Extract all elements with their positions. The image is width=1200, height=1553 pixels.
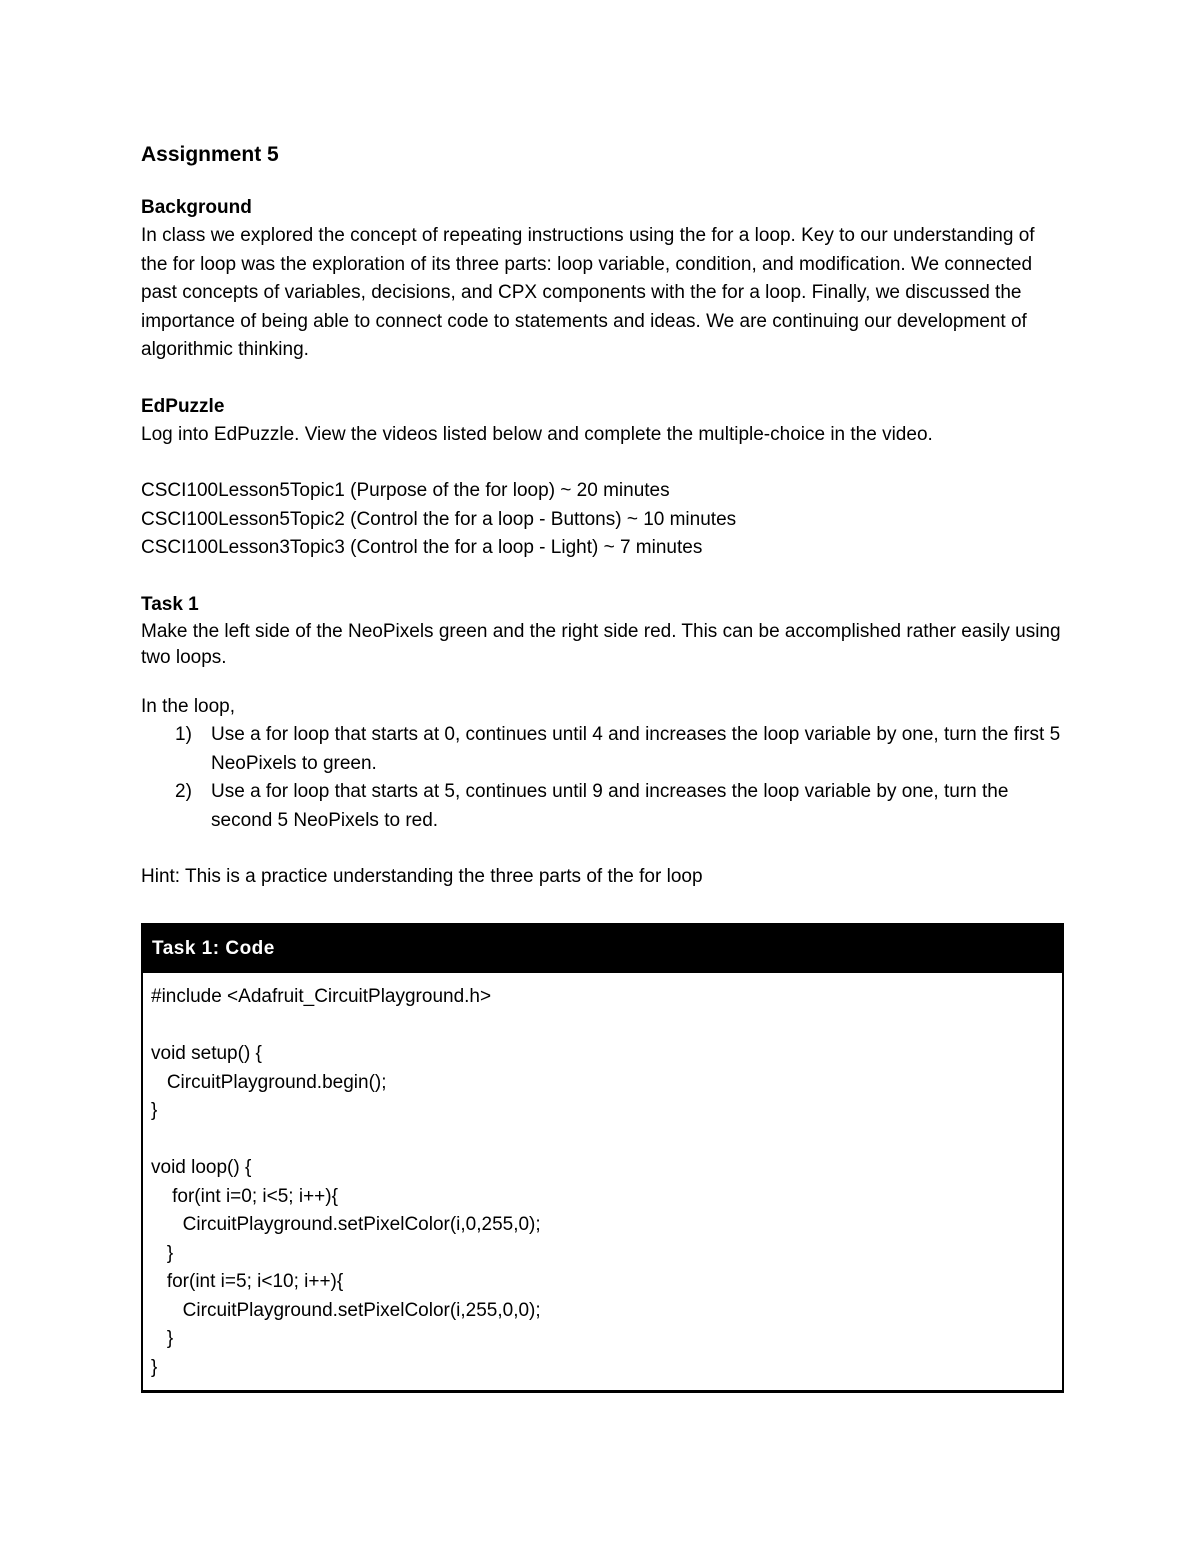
step-text: Use a for loop that starts at 0, continues until 4 and increases the loop variable by one, turn the first 5 NeoPixels to green. bbox=[211, 724, 1061, 774]
list-item bbox=[141, 721, 1066, 778]
code-line bbox=[151, 1012, 1054, 1041]
task1-section bbox=[141, 591, 1066, 892]
code-line: CircuitPlayground.setPixelColor(i,0,255,0); bbox=[151, 1214, 541, 1235]
code-line: } bbox=[151, 1242, 174, 1264]
step-number: 1) bbox=[175, 724, 192, 745]
code-line: } bbox=[151, 1328, 174, 1349]
task1-intro: In the loop, bbox=[141, 695, 236, 717]
code-table bbox=[141, 923, 1064, 1393]
code-line: CircuitPlayground.setPixelColor(i,255,0,0); bbox=[151, 1299, 541, 1321]
code-line: #include <Adafruit_CircuitPlayground.h> bbox=[151, 986, 492, 1007]
code-line bbox=[151, 1126, 1054, 1155]
code-line: } bbox=[151, 1356, 158, 1378]
code-table-header: Task 1: Code bbox=[143, 925, 1062, 973]
task1-steps bbox=[141, 721, 1066, 835]
video-topic-list bbox=[141, 477, 1066, 563]
task1-hint: Hint: This is a practice understanding the three parts of the for loop bbox=[141, 866, 703, 887]
edpuzzle-text: Log into EdPuzzle. View the videos listed below and complete the multiple-choice in the video. bbox=[141, 423, 933, 445]
code-line: } bbox=[151, 1100, 158, 1121]
edpuzzle-heading: EdPuzzle bbox=[141, 395, 225, 417]
code-line: CircuitPlayground.begin(); bbox=[151, 1071, 387, 1093]
list-item bbox=[141, 778, 1066, 835]
code-line: for(int i=0; i<5; i++){ bbox=[151, 1185, 338, 1207]
edpuzzle-section bbox=[141, 393, 1066, 563]
list-item: CSCI100Lesson3Topic3 (Control the for a loop - Light) ~ 7 minutes bbox=[141, 537, 703, 558]
list-item: CSCI100Lesson5Topic1 (Purpose of the for loop) ~ 20 minutes bbox=[141, 480, 670, 501]
code-line: void setup() { bbox=[151, 1043, 262, 1064]
document-page bbox=[141, 140, 1066, 920]
page-title: Assignment 5 bbox=[141, 143, 279, 166]
background-section bbox=[141, 194, 1066, 365]
step-number: 2) bbox=[175, 781, 192, 802]
task1-heading: Task 1 bbox=[141, 593, 199, 615]
code-line: void loop() { bbox=[151, 1157, 252, 1178]
background-heading: Background bbox=[141, 197, 252, 218]
code-table-body bbox=[143, 973, 1062, 1390]
list-item: CSCI100Lesson5Topic2 (Control the for a loop - Buttons) ~ 10 minutes bbox=[141, 508, 737, 530]
task1-text: Make the left side of the NeoPixels green and the right side red. This can be accomplished rather easily using two loops. bbox=[141, 620, 1061, 668]
code-line: for(int i=5; i<10; i++){ bbox=[151, 1271, 344, 1292]
step-text: Use a for loop that starts at 5, continues until 9 and increases the loop variable by one, turn the second 5 NeoPixels to red. bbox=[211, 781, 1009, 831]
background-text: In class we explored the concept of repeating instructions using the for a loop. Key to our understanding of the for loop was the exploration of its three parts: loop variable, condition, and modification. We connected past concepts of variables, decisions, and CPX components with the for a loop. Finally, we discussed the importance of being able to connect code to statements and ideas. We are continuing our development of algorithmic thinking. bbox=[141, 225, 1035, 360]
